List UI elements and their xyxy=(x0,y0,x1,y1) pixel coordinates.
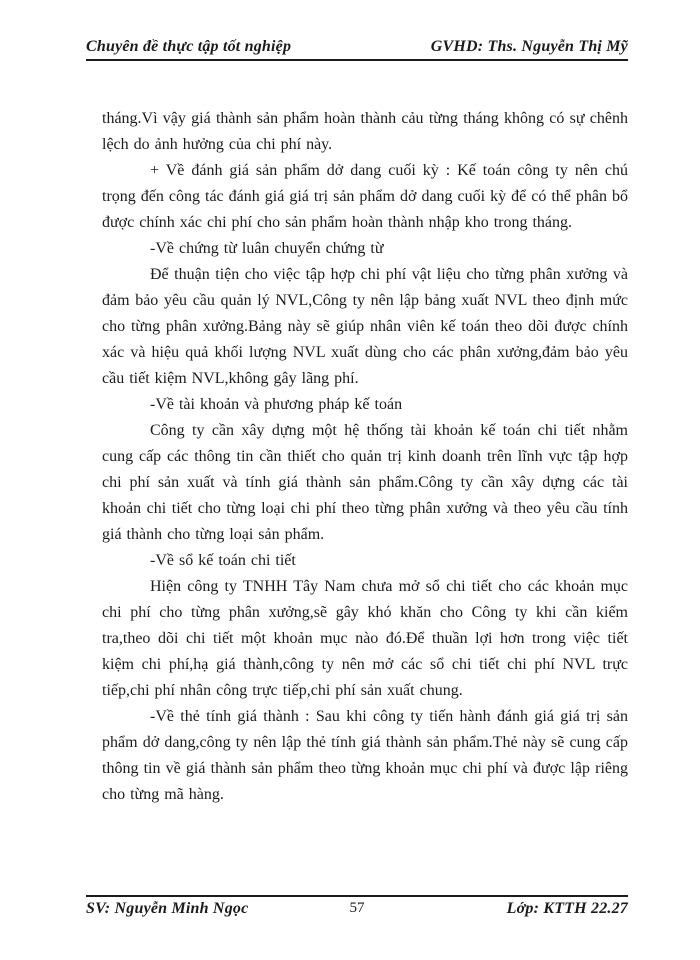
document-body xyxy=(102,106,628,808)
paragraph: -Về tài khoản và phương pháp kế toán xyxy=(150,396,403,413)
paragraph: + Về đánh giá sản phẩm dở dang cuối kỳ : Kế toán công ty nên chú trọng đến công tác đánh giá giá trị sản phẩm dở dang cuối kỳ để có thể phân bổ được chính xác chi phí cho sản phẩm hoàn thành nhập kho trong tháng. xyxy=(102,162,628,231)
footer-page-number: 57 xyxy=(349,900,365,916)
paragraph: -Về thẻ tính giá thành : Sau khi công ty tiến hành đánh giá giá trị sản phẩm dở dang,công ty nên lập thẻ tính giá thành sản phẩm.Thẻ này sẽ cung cấp thông tin về giá thành sản phẩm theo từng khoản mục chi phí và được lập riêng cho từng mã hàng. xyxy=(102,708,628,803)
paragraph: Để thuận tiện cho việc tập hợp chi phí vật liệu cho từng phân xưởng và đảm bảo yêu cầu quản lý NVL,Công ty nên lập bảng xuất NVL theo định mức cho từng phân xưởng.Bảng này sẽ giúp nhân viên kế toán theo dõi được chính xác và hiệu quả khối lượng NVL xuất dùng cho các phân xưởng,đảm bảo yêu cầu tiết kiệm NVL,không gây lãng phí. xyxy=(102,266,628,387)
paragraph: tháng.Vì vậy giá thành sản phẩm hoàn thành cảu từng tháng không có sự chênh lệch do ảnh hưởng của chi phí này. xyxy=(102,110,628,153)
header-supervisor: GVHD: Ths. Nguyễn Thị Mỹ xyxy=(430,38,628,55)
footer-class: Lớp: KTTH 22.27 xyxy=(506,900,628,917)
page-footer xyxy=(86,895,628,918)
paragraph: -Về chứng từ luân chuyển chứng từ xyxy=(150,240,384,257)
page-header xyxy=(86,38,628,61)
header-course-title: Chuyên đề thực tập tốt nghiệp xyxy=(86,38,292,55)
paragraph: -Về sổ kế toán chi tiết xyxy=(150,552,296,569)
paragraph: Công ty cần xây dựng một hệ thống tài khoản kế toán chi tiết nhằm cung cấp các thông tin cần thiết cho quản trị kinh doanh trên lĩnh vực tập hợp chi phí sản xuất và tính giá thành sản phẩm.Công ty cần xây dựng các tài khoản chi tiết cho từng loại chi phí theo từng phân xưởng và theo yêu cầu tính giá thành cho từng loại sản phẩm. xyxy=(102,422,628,543)
paragraph: Hiện công ty TNHH Tây Nam chưa mở sổ chi tiết cho các khoản mục chi phí cho từng phân xưởng,sẽ gây khó khăn cho Công ty khi cần kiểm tra,theo dõi chi tiết một khoản mục nào đó.Để thuần lợi hơn trong việc tiết kiệm chi phí,hạ giá thành,công ty nên mở các sổ chi tiết chi phí NVL trực tiếp,chi phí nhân công trực tiếp,chi phí sản xuất chung. xyxy=(102,578,628,699)
footer-student-name: SV: Nguyễn Minh Ngọc xyxy=(86,900,249,917)
